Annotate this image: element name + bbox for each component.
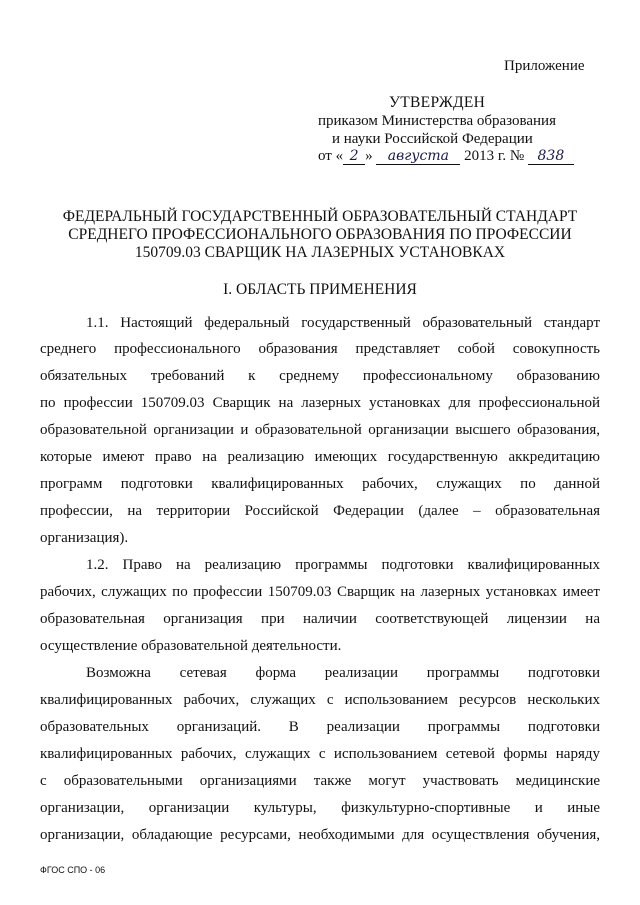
order-date-line [318,148,574,165]
body-line: квалифицированных рабочих, служащих с использованием сетевой формы наряду [40,746,600,762]
order-line-2: и науки Российской Федерации [332,131,533,147]
title-line-2: СРЕДНЕГО ПРОФЕССИОНАЛЬНОГО ОБРАЗОВАНИЯ ПО ПРОФЕССИИ [68,226,572,243]
section-heading: I. ОБЛАСТЬ ПРИМЕНЕНИЯ [223,281,417,298]
appendix-label: Приложение [504,58,585,74]
body-line: осуществление образовательной деятельности. [40,638,342,654]
body-line: которые имеют право на реализацию имеющих государственную аккредитацию [40,449,600,465]
body-line: среднего профессионального образования представляет собой совокупность [40,341,600,357]
body-line: организации, обладающие ресурсами, необходимыми для осуществления обучения, [40,827,600,843]
body-line: образовательной организации и образовательной организации высшего образования, [40,422,600,438]
date-month-handwritten: августа [376,149,460,165]
date-day-handwritten: 2 [343,149,365,165]
order-line-1: приказом Министерства образования [318,113,556,129]
document-title [40,208,600,262]
body-line: организация). [40,530,129,546]
body-line: 1.2. Право на реализацию программы подготовки квалифицированных [86,557,600,573]
title-line-3: 150709.03 СВАРЩИК НА ЛАЗЕРНЫХ УСТАНОВКАХ [134,244,506,261]
body-line: обязательных требований к среднему профессиональному образованию [40,368,600,384]
body-line: 1.1. Настоящий федеральный государственный образовательный стандарт [86,315,600,331]
title-line-1: ФЕДЕРАЛЬНЫЙ ГОСУДАРСТВЕННЫЙ ОБРАЗОВАТЕЛЬНЫЙ СТАНДАРТ [62,208,578,225]
order-number-handwritten: 838 [528,149,574,165]
body-line: Возможна сетевая форма реализации программы подготовки [86,665,600,681]
body-line: квалифицированных рабочих, служащих с использованием ресурсов нескольких [40,692,600,708]
body-line: организации, организации культуры, физкультурно-спортивные и иные [40,800,600,816]
date-mid: » [365,148,373,164]
body-line: программ подготовки квалифицированных рабочих, служащих по данной [40,476,600,492]
body-line: образовательных организаций. В реализации программы подготовки [40,719,600,735]
approved-label: УТВЕРЖДЕН [389,94,486,111]
body-line: по профессии 150709.03 Сварщик на лазерных установках для профессиональной [40,395,600,411]
body-line: с образовательными организациями также могут участвовать медицинские [40,773,600,789]
body-line: рабочих, служащих по профессии 150709.03 Сварщик на лазерных установках имеет [40,584,600,600]
date-prefix: от « [318,148,344,164]
body-line: профессии, на территории Российской Федерации (далее – образовательная [40,503,600,519]
body-line: образовательная организация при наличии соответствующей лицензии на [40,611,600,627]
date-year: 2013 г. № [464,148,525,164]
footer-code: ФГОС СПО - 06 [40,865,106,875]
